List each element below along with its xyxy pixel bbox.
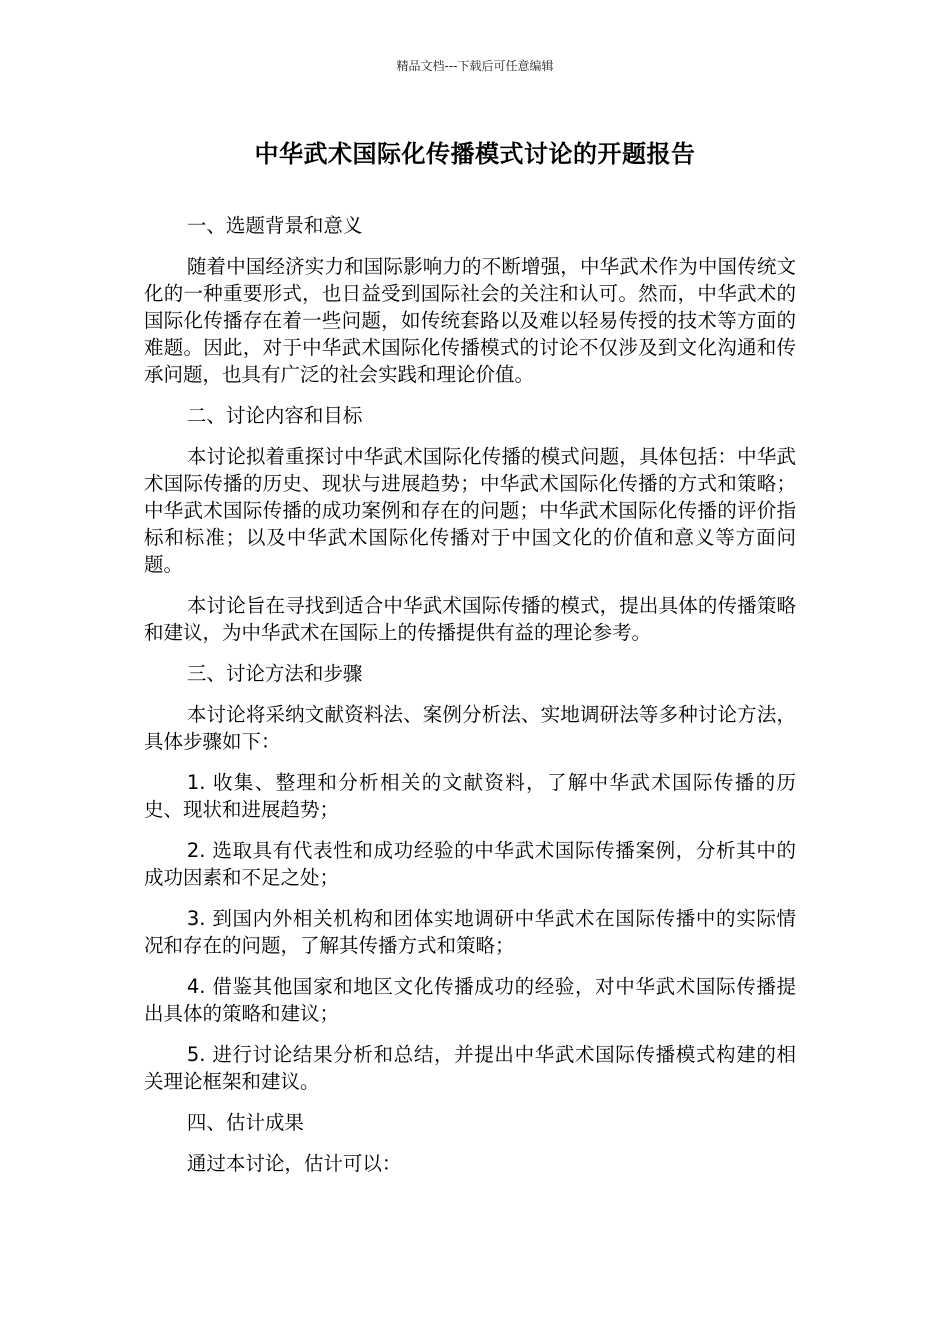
list-item-step-5: 5. 进行讨论结果分析和总结，并提出中华武术国际传播模式构建的相关理论框架和建议。 bbox=[144, 1043, 796, 1093]
paragraph-expected-results: 通过本讨论，估计可以： bbox=[186, 1152, 402, 1175]
paragraph-background: 随着中国经济实力和国际影响力的不断增强，中华武术作为中国传统文化的一种重要形式，也日益受到国际社会的关注和认可。然而，中华武术的国际化传播存在着一些问题，如传统套路以及难以轻易传授的技术等方面的难题。因此，对于中华武术国际化传播模式的讨论不仅涉及到文化沟通和传承问题，也具有广泛的社会实践和理论价值。 bbox=[144, 255, 796, 386]
paragraph-content: 本讨论拟着重探讨中华武术国际化传播的模式问题，具体包括：中华武术国际传播的历史、现状与进展趋势；中华武术国际化传播的方式和策略；中华武术国际传播的成功案例和存在的问题；中华武术国际化传播的评价指标和标准；以及中华武术国际化传播对于中国文化的价值和意义等方面问题。 bbox=[144, 445, 796, 576]
list-item-step-3: 3. 到国内外相关机构和团体实地调研中华武术在国际传播中的实际情况和存在的问题，了解其传播方式和策略； bbox=[144, 907, 796, 957]
page-header: 精品文档---下载后可任意编辑 bbox=[396, 59, 554, 73]
document-body bbox=[144, 212, 796, 1191]
section-heading-content-goals: 二、讨论内容和目标 bbox=[186, 404, 363, 427]
list-item-step-4: 4. 借鉴其他国家和地区文化传播成功的经验，对中华武术国际传播提出具体的策略和建议； bbox=[144, 975, 796, 1025]
list-item-step-1: 1. 收集、整理和分析相关的文献资料，了解中华武术国际传播的历史、现状和进展趋势； bbox=[144, 771, 796, 821]
document-title: 中华武术国际化传播模式讨论的开题报告 bbox=[254, 140, 696, 168]
list-item-step-2: 2. 选取具有代表性和成功经验的中华武术国际传播案例，分析其中的成功因素和不足之处； bbox=[144, 839, 796, 889]
paragraph-methods: 本讨论将采纳文献资料法、案例分析法、实地调研法等多种讨论方法，具体步骤如下： bbox=[144, 703, 796, 753]
section-heading-background: 一、选题背景和意义 bbox=[186, 214, 363, 237]
section-heading-methods: 三、讨论方法和步骤 bbox=[186, 662, 363, 685]
paragraph-goals: 本讨论旨在寻找到适合中华武术国际传播的模式，提出具体的传播策略和建议，为中华武术在国际上的传播提供有益的理论参考。 bbox=[144, 594, 796, 644]
section-heading-expected-results: 四、估计成果 bbox=[186, 1111, 304, 1134]
